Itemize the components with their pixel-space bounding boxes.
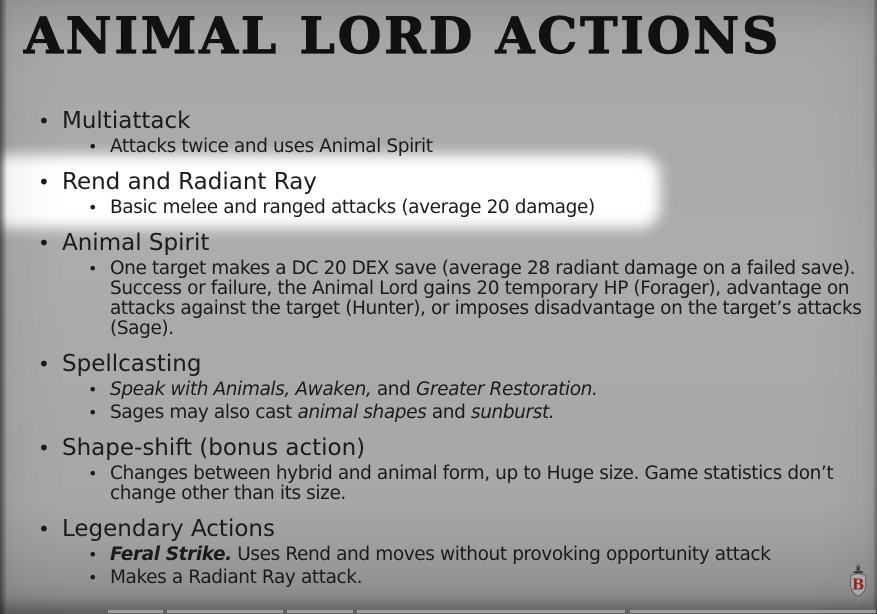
sections-list: [38, 108, 871, 600]
text-run: Greater Restoration.: [415, 379, 598, 400]
sub-text: [110, 259, 870, 339]
bullet-icon: •: [88, 198, 98, 217]
sub-item: [88, 464, 871, 504]
text-run: Makes a Radiant Ray attack.: [110, 567, 363, 588]
section-rend-and-radiant-ray: [38, 169, 871, 218]
bullet-icon: •: [38, 517, 50, 541]
sub-text: [110, 568, 362, 588]
watermark-letter: B: [852, 576, 865, 594]
sub-item: [88, 545, 871, 565]
sub-item: [88, 198, 871, 218]
text-run: and: [371, 379, 416, 400]
seekbar-segment[interactable]: [167, 610, 283, 613]
sub-list: [88, 380, 871, 423]
text-run: Attacks twice and uses Animal Spirit: [110, 136, 433, 157]
section-spellcasting: [38, 351, 871, 423]
sub-list: [88, 198, 871, 218]
section-heading: [38, 169, 871, 195]
bullet-icon: •: [88, 137, 98, 156]
sub-item: [88, 137, 871, 157]
channel-watermark-icon: [848, 562, 868, 606]
right-edge-shadow: [873, 0, 877, 614]
bullet-icon: •: [88, 568, 98, 587]
text-run: sunburst.: [470, 402, 555, 423]
left-edge-shadow: [0, 0, 7, 614]
sub-item: [88, 380, 871, 400]
sub-text: [110, 137, 433, 157]
section-legendary-actions: [38, 516, 871, 588]
sword-pommel-icon: [857, 564, 860, 567]
bullet-icon: •: [88, 464, 98, 483]
bullet-icon: •: [88, 380, 98, 399]
sub-text: [110, 198, 595, 218]
text-run: and: [426, 402, 471, 423]
sub-text: [110, 403, 554, 423]
sub-text: [110, 380, 597, 400]
slide-title: ANIMAL LORD ACTIONS: [24, 6, 782, 65]
bullet-icon: •: [88, 403, 98, 422]
bullet-icon: •: [88, 545, 98, 564]
text-run: Changes between hybrid and animal form, up to Huge size. Game statistics don’t change other than its size.: [110, 463, 834, 504]
bullet-icon: •: [38, 109, 50, 133]
sword-crossguard-icon: [853, 571, 863, 573]
bullet-icon: •: [38, 231, 50, 255]
section-animal-spirit: [38, 230, 871, 339]
bullet-icon: •: [88, 259, 98, 278]
bullet-icon: •: [38, 352, 50, 376]
section-label: Spellcasting: [62, 351, 202, 377]
section-shape-shift-bonus-action: [38, 435, 871, 504]
sub-list: [88, 137, 871, 157]
seekbar-segment[interactable]: [357, 610, 625, 613]
sub-list: [88, 545, 871, 588]
text-run: Feral Strike.: [110, 544, 232, 565]
text-run: Basic melee and ranged attacks (average 20 damage): [110, 197, 595, 218]
text-run: animal shapes: [297, 402, 427, 423]
section-label: Multiattack: [62, 108, 191, 134]
bullet-icon: •: [38, 170, 50, 194]
sub-item: [88, 403, 871, 423]
section-label: Shape-shift (bonus action): [62, 435, 366, 461]
seekbar-segment[interactable]: [108, 610, 163, 613]
bullet-icon: •: [38, 436, 50, 460]
video-seekbar[interactable]: [0, 610, 877, 613]
section-label: Animal Spirit: [62, 230, 210, 256]
section-label: Legendary Actions: [62, 516, 275, 542]
text-run: Uses Rend and moves without provoking opportunity attack: [231, 544, 771, 565]
sub-text: [110, 545, 770, 565]
text-run: Speak with Animals, Awaken,: [110, 379, 372, 400]
sub-item: [88, 568, 871, 588]
section-multiattack: [38, 108, 871, 157]
sub-list: [88, 259, 871, 339]
seekbar-segment[interactable]: [287, 610, 353, 613]
sub-text: [110, 464, 870, 504]
text-run: One target makes a DC 20 DEX save (average 28 radiant damage on a failed save). Success or failure, the Animal Lord gains 20 temporary HP (Forager), advantage on attacks against the target (Hunter), or imposes disadvantage on the target’s attacks (Sage).: [110, 258, 862, 339]
section-heading: [38, 351, 871, 377]
sub-item: [88, 259, 871, 339]
sub-list: [88, 464, 871, 504]
section-heading: [38, 230, 871, 256]
section-label: Rend and Radiant Ray: [62, 169, 317, 195]
text-run: Sages may also cast: [110, 402, 298, 423]
seekbar-segment[interactable]: [630, 610, 876, 613]
section-heading: [38, 108, 871, 134]
section-heading: [38, 435, 871, 461]
section-heading: [38, 516, 871, 542]
